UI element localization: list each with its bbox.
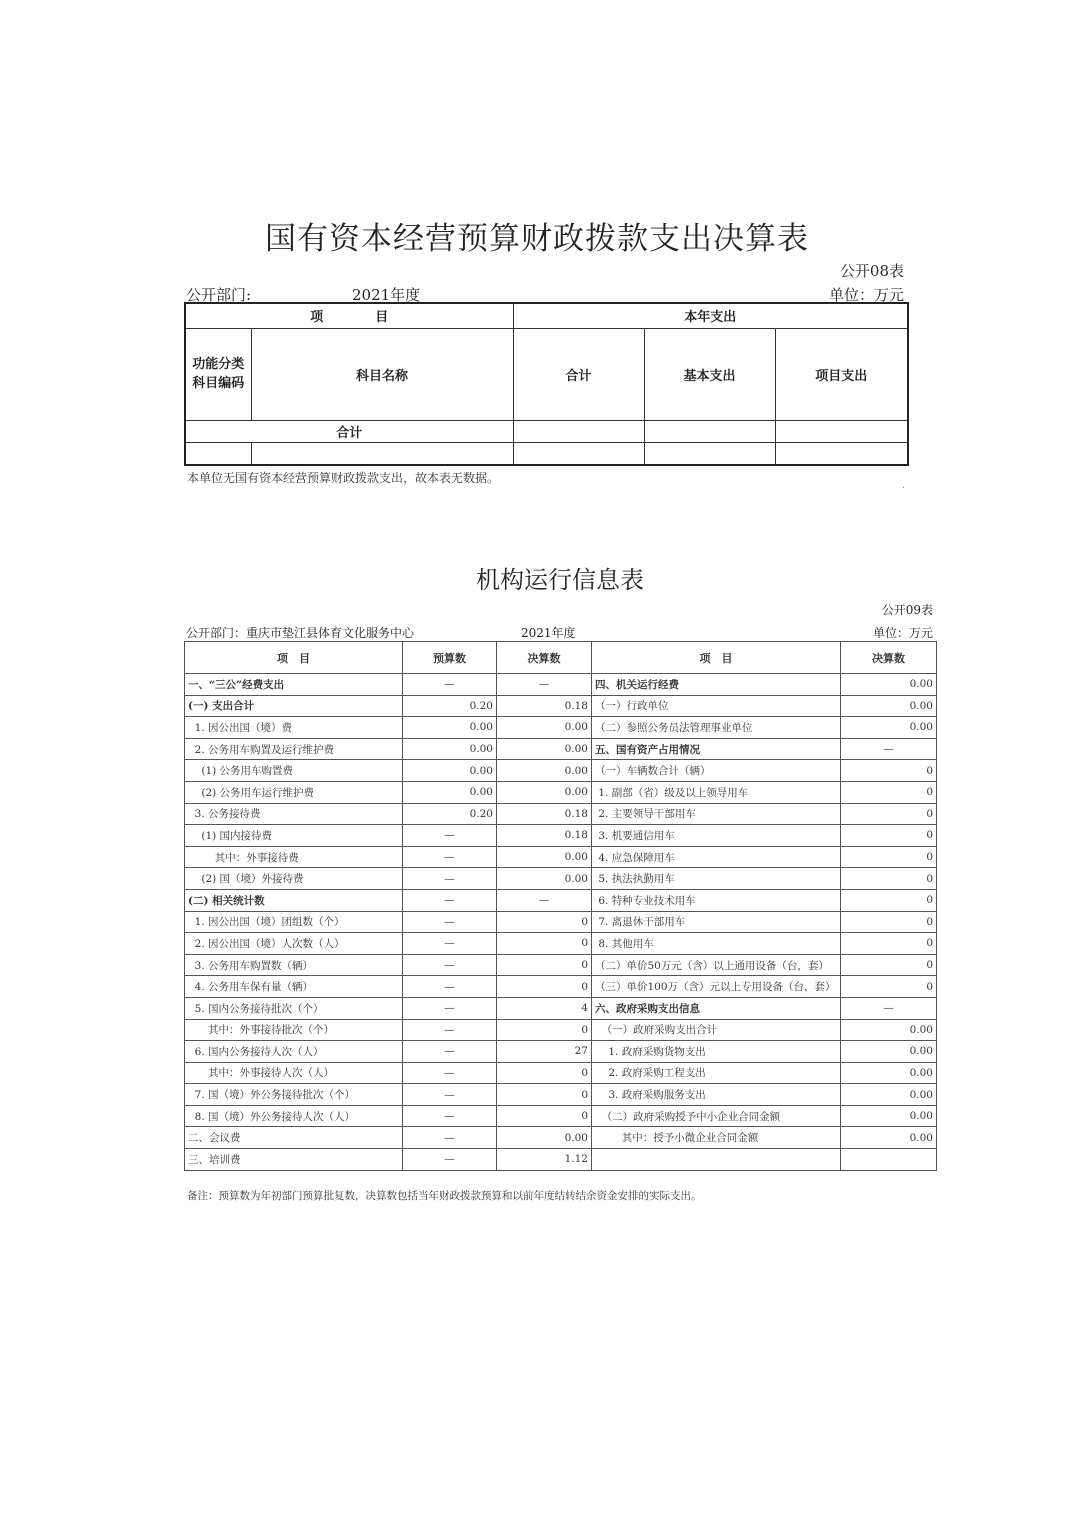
row-final-left: 27 — [497, 1041, 592, 1063]
row-final-right: 0 — [841, 868, 937, 890]
table-row — [185, 1127, 937, 1149]
row-final-left: 0.00 — [497, 717, 592, 739]
row-item-left: (1) 公务用车购置费 — [185, 760, 403, 782]
row-item-left: 二、会议费 — [185, 1127, 403, 1149]
row-item-left: 3. 公务用车购置数（辆） — [185, 954, 403, 976]
row-final-left: 4 — [497, 997, 592, 1019]
row-budget: — — [403, 1149, 497, 1171]
row-item-right: 7. 离退休干部用车 — [592, 911, 841, 933]
row-final-left: 0.00 — [497, 1127, 592, 1149]
row-final-right: 0.00 — [841, 674, 937, 696]
row-budget: — — [403, 846, 497, 868]
row-item-left: (二) 相关统计数 — [185, 889, 403, 911]
row-budget: 0.00 — [403, 781, 497, 803]
table1-title: 国有资本经营预算财政拨款支出决算表 — [265, 221, 809, 257]
table-row — [185, 1149, 937, 1171]
row-final-left: 1.12 — [497, 1149, 592, 1171]
table1 — [184, 302, 909, 466]
row-item-left: 8. 国（境）外公务接待人次（人） — [185, 1105, 403, 1127]
row-budget: — — [403, 1105, 497, 1127]
row-final-right: 0 — [841, 976, 937, 998]
row-final-right: — — [841, 738, 937, 760]
header-item: 项 目 — [185, 303, 513, 328]
row-item-left: 1. 因公出国（境）费 — [185, 717, 403, 739]
table-row — [185, 760, 937, 782]
row-budget: — — [403, 674, 497, 696]
row-final-left: — — [497, 889, 592, 911]
row-final-left: 0.18 — [497, 825, 592, 847]
table2-code: 公开09表 — [881, 603, 933, 617]
row-item-right: （三）单价100万（含）元以上专用设备（台，套） — [592, 976, 841, 998]
header-total: 合计 — [513, 328, 644, 420]
row-final-left: 0 — [497, 1062, 592, 1084]
header-subject-name: 科目名称 — [251, 328, 513, 420]
row-final-right: 0 — [841, 825, 937, 847]
row-item-right: 4. 应急保障用车 — [592, 846, 841, 868]
row-item-left: 2. 因公出国（境）人次数（人） — [185, 933, 403, 955]
row-item-left: 三、培训费 — [185, 1149, 403, 1171]
table1-code: 公开08表 — [839, 262, 904, 280]
table-row — [185, 997, 937, 1019]
row-final-right: 0 — [841, 954, 937, 976]
table-row — [185, 976, 937, 998]
table-row — [185, 846, 937, 868]
row-item-right: （二）政府采购授予中小企业合同金额 — [592, 1105, 841, 1127]
row-final-right: 0.00 — [841, 1019, 937, 1041]
row-budget: 0.20 — [403, 803, 497, 825]
row-budget: — — [403, 1084, 497, 1106]
row-item-right: 五、国有资产占用情况 — [592, 738, 841, 760]
table-row — [185, 695, 937, 717]
table-row — [185, 738, 937, 760]
row-budget: — — [403, 976, 497, 998]
row-final-right: 0.00 — [841, 1041, 937, 1063]
row-final-right: 0 — [841, 803, 937, 825]
header-final-right: 决算数 — [841, 642, 937, 674]
row-budget: — — [403, 911, 497, 933]
row-final-right: 0.00 — [841, 1062, 937, 1084]
row-item-right: 六、政府采购支出信息 — [592, 997, 841, 1019]
total-label: 合计 — [185, 420, 513, 442]
row-budget: — — [403, 889, 497, 911]
row-final-left: 0 — [497, 976, 592, 998]
row-budget: — — [403, 1127, 497, 1149]
row-budget: — — [403, 933, 497, 955]
row-item-right: 8. 其他用车 — [592, 933, 841, 955]
row-item-right — [592, 1149, 841, 1171]
table-row — [185, 1084, 937, 1106]
row-item-left: 1. 因公出国（境）团组数（个） — [185, 911, 403, 933]
row-final-left: 0 — [497, 1084, 592, 1106]
row-final-right: 0.00 — [841, 1105, 937, 1127]
row-item-left: 2. 公务用车购置及运行维护费 — [185, 738, 403, 760]
table-row — [185, 674, 937, 696]
row-item-left: (一) 支出合计 — [185, 695, 403, 717]
row-final-right: 0 — [841, 889, 937, 911]
table1-unit: 单位：万元 — [828, 286, 904, 304]
row-final-right: 0.00 — [841, 717, 937, 739]
row-item-left: (2) 公务用车运行维护费 — [185, 781, 403, 803]
row-final-right: 0.00 — [841, 1127, 937, 1149]
row-item-right: 2. 主要领导干部用车 — [592, 803, 841, 825]
row-final-right: 0 — [841, 846, 937, 868]
row-final-left: 0 — [497, 911, 592, 933]
row-final-left: 0.00 — [497, 868, 592, 890]
row-item-left: 其中：外事接待人次（人） — [185, 1062, 403, 1084]
row-budget: — — [403, 1019, 497, 1041]
row-final-right: — — [841, 997, 937, 1019]
header-budget: 预算数 — [403, 642, 497, 674]
row-item-right: （一）行政单位 — [592, 695, 841, 717]
row-final-right: 0.00 — [841, 695, 937, 717]
row-final-left: 0.00 — [497, 760, 592, 782]
row-item-right: 3. 机要通信用车 — [592, 825, 841, 847]
header-project: 项目支出 — [775, 328, 908, 420]
header-func-code: 功能分类科目编码 — [185, 328, 251, 420]
row-final-left: 0 — [497, 1019, 592, 1041]
table1-note: 本单位无国有资本经营预算财政拨款支出，故本表无数据。 — [187, 471, 500, 485]
table-row — [185, 803, 937, 825]
table1-dept-label: 公开部门: — [186, 286, 252, 304]
row-budget: 0.00 — [403, 717, 497, 739]
row-final-left: 0 — [497, 1105, 592, 1127]
row-final-left: 0 — [497, 933, 592, 955]
row-final-right: 0 — [841, 760, 937, 782]
table-row — [185, 1105, 937, 1127]
table-row — [185, 954, 937, 976]
row-budget: 0.00 — [403, 738, 497, 760]
row-item-left: 6. 国内公务接待人次（人） — [185, 1041, 403, 1063]
row-item-left: 一、“三公”经费支出 — [185, 674, 403, 696]
row-item-right: （二）单价50万元（含）以上通用设备（台，套） — [592, 954, 841, 976]
table2-dept: 公开部门：重庆市垫江县体育文化服务中心 — [186, 626, 415, 640]
row-budget: 0.20 — [403, 695, 497, 717]
row-final-left: — — [497, 674, 592, 696]
row-budget: — — [403, 954, 497, 976]
table1-year: 2021年度 — [352, 286, 421, 304]
table2-title: 机构运行信息表 — [476, 566, 644, 594]
table-row — [185, 933, 937, 955]
table1-dot: · — [902, 483, 906, 494]
row-final-left: 0 — [497, 954, 592, 976]
row-item-right: 2. 政府采购工程支出 — [592, 1062, 841, 1084]
table-row — [185, 1019, 937, 1041]
row-final-left: 0.18 — [497, 695, 592, 717]
table2-year: 2021年度 — [521, 626, 576, 640]
row-item-right: 5. 执法执勤用车 — [592, 868, 841, 890]
table-row — [185, 1062, 937, 1084]
table-row — [185, 889, 937, 911]
row-item-right: 1. 政府采购货物支出 — [592, 1041, 841, 1063]
table2-unit: 单位：万元 — [872, 626, 933, 640]
table2 — [184, 641, 937, 1171]
header-item-right: 项 目 — [592, 642, 841, 674]
row-budget: — — [403, 825, 497, 847]
row-item-left: 5. 国内公务接待批次（个） — [185, 997, 403, 1019]
table-row — [185, 1041, 937, 1063]
row-item-left: (2) 国（境）外接待费 — [185, 868, 403, 890]
row-item-right: 1. 副部（省）级及以上领导用车 — [592, 781, 841, 803]
row-budget: — — [403, 997, 497, 1019]
row-item-left: 4. 公务用车保有量（辆） — [185, 976, 403, 998]
header-item-left: 项 目 — [185, 642, 403, 674]
row-final-left: 0.00 — [497, 846, 592, 868]
row-final-right: 0 — [841, 911, 937, 933]
row-budget: — — [403, 1062, 497, 1084]
table-row — [185, 717, 937, 739]
row-item-left: 其中：外事接待费 — [185, 846, 403, 868]
row-final-right: 0 — [841, 933, 937, 955]
row-item-right: （一）政府采购支出合计 — [592, 1019, 841, 1041]
table-row — [185, 868, 937, 890]
row-final-left: 0.00 — [497, 781, 592, 803]
table-row — [185, 825, 937, 847]
row-item-right: 四、机关运行经费 — [592, 674, 841, 696]
row-item-left: (1) 国内接待费 — [185, 825, 403, 847]
row-item-right: 3. 政府采购服务支出 — [592, 1084, 841, 1106]
row-final-right — [841, 1149, 937, 1171]
row-budget: — — [403, 868, 497, 890]
header-basic: 基本支出 — [644, 328, 775, 420]
header-final-left: 决算数 — [497, 642, 592, 674]
row-item-left: 其中：外事接待批次（个） — [185, 1019, 403, 1041]
row-budget: — — [403, 1041, 497, 1063]
row-item-right: （二）参照公务员法管理事业单位 — [592, 717, 841, 739]
row-item-right: 其中：授予小微企业合同金额 — [592, 1127, 841, 1149]
row-budget: 0.00 — [403, 760, 497, 782]
table-row — [185, 781, 937, 803]
row-item-right: （一）车辆数合计（辆） — [592, 760, 841, 782]
row-final-left: 0.00 — [497, 738, 592, 760]
row-final-left: 0.18 — [497, 803, 592, 825]
row-item-left: 3. 公务接待费 — [185, 803, 403, 825]
row-item-left: 7. 国（境）外公务接待批次（个） — [185, 1084, 403, 1106]
table-row — [185, 911, 937, 933]
row-final-right: 0 — [841, 781, 937, 803]
row-item-right: 6. 特种专业技术用车 — [592, 889, 841, 911]
table2-note: 备注：预算数为年初部门预算批复数，决算数包括当年财政拨款预算和以前年度结转结余资金安排的实际支出。 — [187, 1190, 702, 1202]
header-current-year: 本年支出 — [513, 303, 908, 328]
row-final-right: 0.00 — [841, 1084, 937, 1106]
